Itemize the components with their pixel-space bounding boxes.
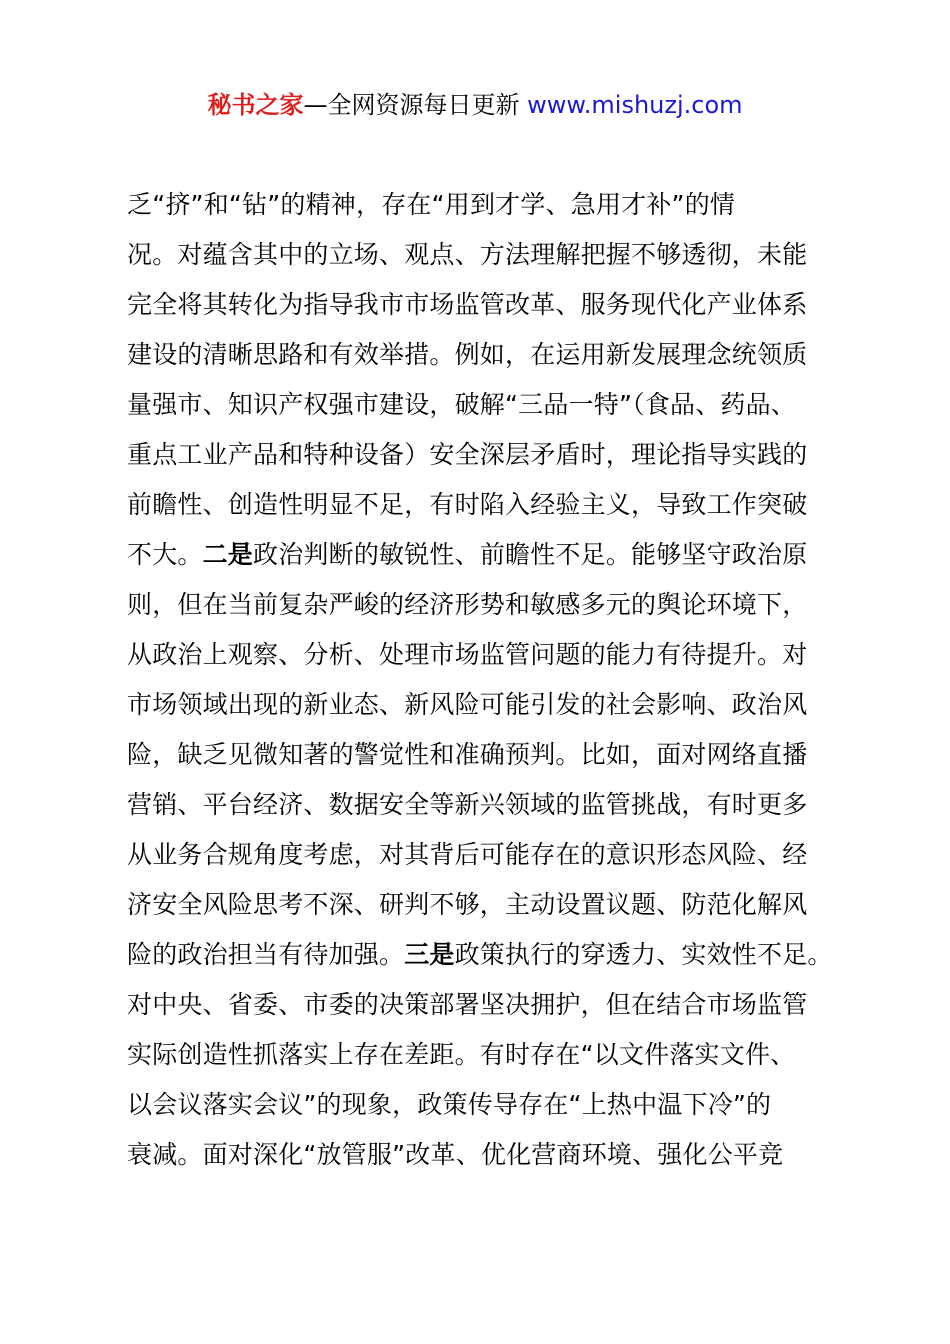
text-segment: 政策执行的穿透力、实效性不足。 xyxy=(454,940,833,969)
text-line: 营销、平台经济、数据安全等新兴领域的监管挑战，有时更多 xyxy=(127,790,808,819)
text-line: 险，缺乏见微知著的警觉性和准确预判。比如，面对网络直播 xyxy=(127,740,808,769)
emphasis-heading: 二是 xyxy=(202,540,254,569)
text-line: 从政治上观察、分析、处理市场监管问题的能力有待提升。对 xyxy=(127,640,808,669)
text-line: 实际创造性抓落实上存在差距。有时存在“以文件落实文件、 xyxy=(127,1040,796,1069)
text-line xyxy=(127,530,847,580)
page-header xyxy=(0,88,950,122)
text-line: 量强市、知识产权强市建设，破解“三品一特”（食品、药品、 xyxy=(127,390,797,419)
text-line: 对中央、省委、市委的决策部署坚决拥护，但在结合市场监管 xyxy=(127,990,808,1019)
text-line: 市场领域出现的新业态、新风险可能引发的社会影响、政治风 xyxy=(127,690,808,719)
text-line: 重点工业产品和特种设备）安全深层矛盾时，理论指导实践的 xyxy=(127,440,808,469)
emphasis-heading: 三是 xyxy=(404,940,455,969)
document-body xyxy=(127,180,847,1180)
text-line: 况。对蕴含其中的立场、观点、方法理解把握不够透彻，未能 xyxy=(127,240,808,269)
text-line: 济安全风险思考不深、研判不够，主动设置议题、防范化解风 xyxy=(127,890,808,919)
text-segment: 险的政治担当有待加强。 xyxy=(127,940,405,969)
text-line: 前瞻性、创造性明显不足，有时陷入经验主义，导致工作突破 xyxy=(127,490,808,519)
text-line: 以会议落实会议”的现象，政策传导存在“上热中温下冷”的 xyxy=(127,1090,772,1119)
site-url-link[interactable]: www.mishuzj.com xyxy=(527,91,743,119)
text-line: 则，但在当前复杂严峻的经济形势和敏感多元的舆论环境下， xyxy=(127,590,808,619)
text-line: 衰减。面对深化“放管服”改革、优化营商环境、强化公平竞 xyxy=(127,1140,784,1169)
text-line xyxy=(127,930,847,980)
text-line: 乏“挤”和“钻”的精神，存在“用到才学、急用才补”的情 xyxy=(127,190,736,219)
site-brand: 秘书之家 xyxy=(207,91,304,119)
text-segment: 不大。 xyxy=(127,540,203,569)
text-segment: 政治判断的敏锐性、前瞻性不足。能够坚守政治原 xyxy=(253,540,808,569)
text-line: 建设的清晰思路和有效举措。例如，在运用新发展理念统领质 xyxy=(127,340,808,369)
site-slogan: —全网资源每日更新 xyxy=(303,91,528,119)
text-line: 完全将其转化为指导我市市场监管改革、服务现代化产业体系 xyxy=(127,290,808,319)
text-line: 从业务合规角度考虑，对其背后可能存在的意识形态风险、经 xyxy=(127,840,808,869)
